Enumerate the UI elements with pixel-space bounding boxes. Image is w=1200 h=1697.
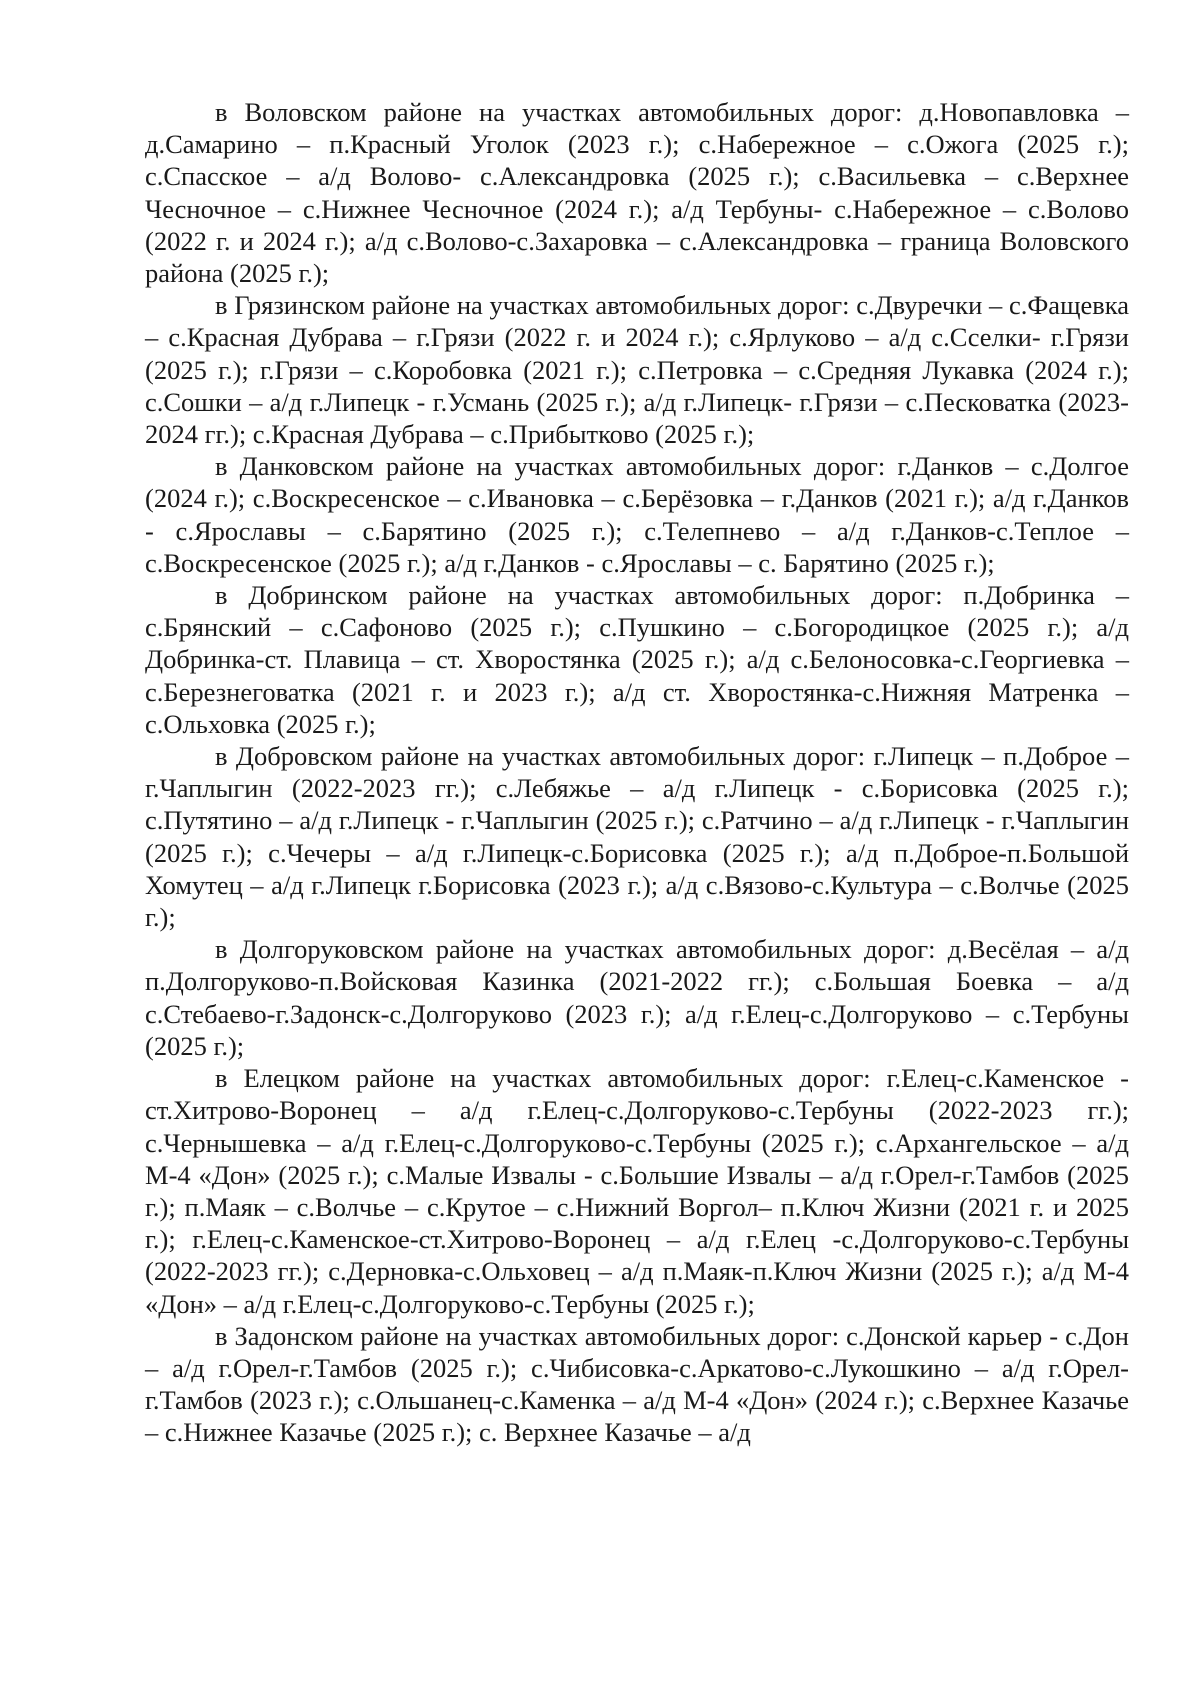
- paragraph-dobrinsky-district: в Добринском районе на участках автомобильных дорог: п.Добринка – с.Брянский – с.Сафоново (2025 г.); с.Пушкино – с.Богородицкое (2025 г.); а/д Добринка-ст. Плавица – ст. Хворостянка (2025 г.); а/д с.Белоносовка-с.Георгиевка – с.Березнеговатка (2021 г. и 2023 г.); а/д ст. Хворостянка-с.Нижняя Матренка – с.Ольховка (2025 г.);: [145, 580, 1129, 739]
- paragraph-eletsky-district: в Елецком районе на участках автомобильных дорог: г.Елец-с.Каменское - ст.Хитрово-Воронец – а/д г.Елец-с.Долгоруково-с.Тербуны (2022-2023 гг.); с.Чернышевка – а/д г.Елец-с.Долгоруково-с.Тербуны (2025 г.); с.Архангельское – а/д М-4 «Дон» (2025 г.); с.Малые Извалы - с.Большие Извалы – а/д г.Орел-г.Тамбов (2025 г.); п.Маяк – с.Волчье – с.Крутое – с.Нижний Воргол– п.Ключ Жизни (2021 г. и 2025 г.); г.Елец-с.Каменское-ст.Хитрово-Воронец – а/д г.Елец -с.Долгоруково-с.Тербуны (2022-2023 гг.); с.Дерновка-с.Ольховец – а/д п.Маяк-п.Ключ Жизни (2025 г.); а/д М-4 «Дон» – а/д г.Елец-с.Долгоруково-с.Тербуны (2025 г.);: [145, 1063, 1129, 1319]
- paragraph-zadonsky-district: в Задонском районе на участках автомобильных дорог: с.Донской карьер - с.Дон – а/д г.Орел-г.Тамбов (2025 г.); с.Чибисовка-с.Аркатово-с.Лукошкино – а/д г.Орел-г.Тамбов (2023 г.); с.Ольшанец-с.Каменка – а/д М-4 «Дон» (2024 г.); с.Верхнее Казачье – с.Нижнее Казачье (2025 г.); с. Верхнее Казачье – а/д: [145, 1320, 1129, 1448]
- paragraph-dolgorukovsky-district: в Долгоруковском районе на участках автомобильных дорог: д.Весёлая – а/д п.Долгоруково-п.Войсковая Казинка (2021-2022 гг.); с.Большая Боевка – а/д с.Стебаево-г.Задонск-с.Долгоруково (2023 г.); а/д г.Елец-с.Долгоруково – с.Тербуны (2025 г.);: [145, 934, 1129, 1061]
- paragraph-volovsky-district: в Воловском районе на участках автомобильных дорог: д.Новопавловка – д.Самарино – п.Красный Уголок (2023 г.); с.Набережное – с.Ожога (2025 г.); с.Спасское – а/д Волово- с.Александровка (2025 г.); с.Васильевка – с.Верхнее Чесночное – с.Нижнее Чесночное (2024 г.); а/д Тербуны- с.Набережное – с.Волово (2022 г. и 2024 г.); а/д с.Волово-с.Захаровка – с.Александровка – граница Воловского района (2025 г.);: [145, 97, 1129, 289]
- paragraph-dobrovsky-district: в Добровском районе на участках автомобильных дорог: г.Липецк – п.Доброе – г.Чаплыгин (2022-2023 гг.); с.Лебяжье – а/д г.Липецк - с.Борисовка (2025 г.); с.Путятино – а/д г.Липецк - г.Чаплыгин (2025 г.); с.Ратчино – а/д г.Липецк - г.Чаплыгин (2025 г.); с.Чечеры – а/д г.Липецк-с.Борисовка (2025 г.); а/д п.Доброе-п.Большой Хомутец – а/д г.Липецк г.Борисовка (2023 г.); а/д с.Вязово-с.Культура – с.Волчье (2025 г.);: [145, 741, 1129, 933]
- document-body: [145, 96, 1129, 1449]
- paragraph-gryazinsky-district: в Грязинском районе на участках автомобильных дорог: с.Двуречки – с.Фащевка – с.Красная Дубрава – г.Грязи (2022 г. и 2024 г.); с.Ярлуково – а/д с.Сселки- г.Грязи (2025 г.); г.Грязи – с.Коробовка (2021 г.); с.Петровка – с.Средняя Лукавка (2024 г.); с.Сошки – а/д г.Липецк - г.Усмань (2025 г.); а/д г.Липецк- г.Грязи – с.Песковатка (2023-2024 гг.); с.Красная Дубрава – с.Прибытково (2025 г.);: [145, 290, 1129, 450]
- paragraph-dankovsky-district: в Данковском районе на участках автомобильных дорог: г.Данков – с.Долгое (2024 г.); с.Воскресенское – с.Ивановка – с.Берёзовка – г.Данков (2021 г.); а/д г.Данков - с.Ярославы – с.Барятино (2025 г.); с.Телепнево – а/д г.Данков-с.Теплое – с.Воскресенское (2025 г.); а/д г.Данков - с.Ярославы – с. Барятино (2025 г.);: [145, 451, 1129, 578]
